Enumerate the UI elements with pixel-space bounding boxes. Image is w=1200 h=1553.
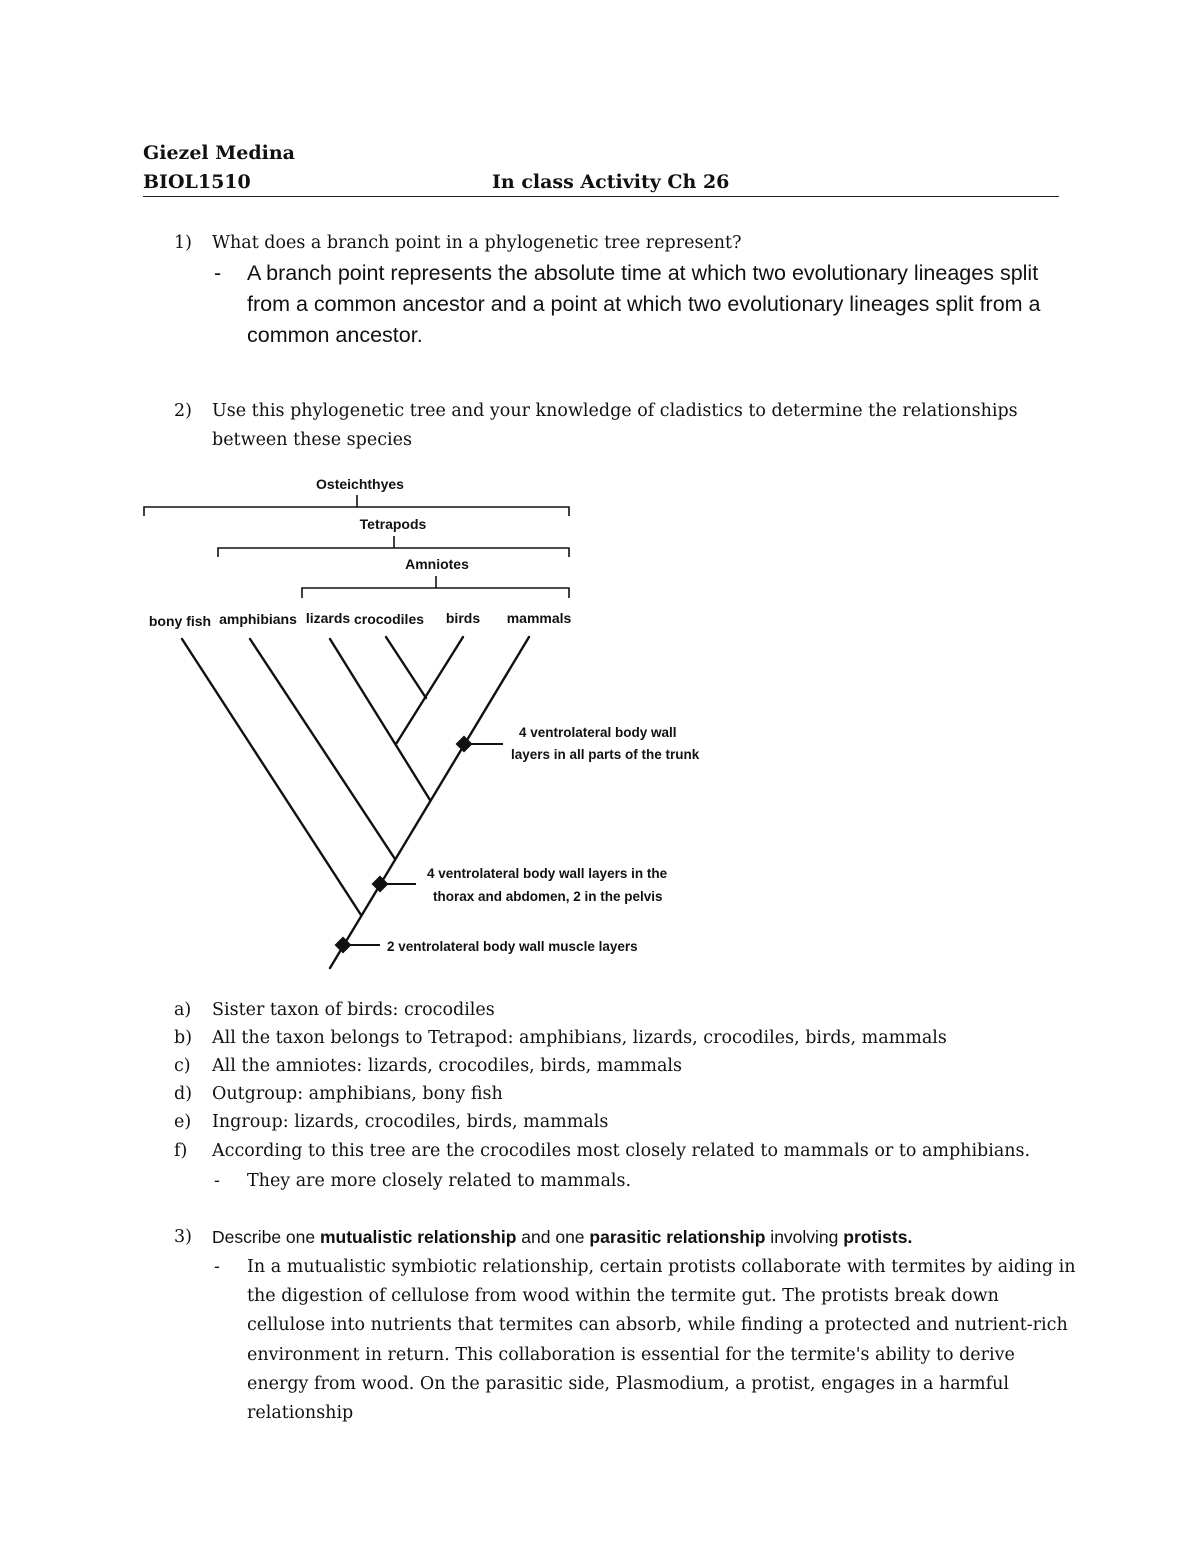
branch-lizards xyxy=(330,639,430,800)
taxon-bony-fish: bony fish xyxy=(148,613,212,629)
item-letter: f) xyxy=(174,1141,188,1161)
branch-bony-fish xyxy=(182,639,361,915)
character-label-2-line-2: thorax and abdomen, 2 in the pelvis xyxy=(433,889,663,904)
item-letter: a) xyxy=(174,1000,192,1020)
taxon-amphibians: amphibians xyxy=(219,611,297,627)
taxon-mammals: mammals xyxy=(506,610,572,626)
q3-bold-mutualistic: mutualistic relationship xyxy=(319,1227,517,1247)
item-letter: d) xyxy=(174,1084,193,1104)
item-text: Sister taxon of birds: crocodiles xyxy=(212,1000,495,1020)
character-markers xyxy=(336,737,503,952)
course-code: BIOL1510 xyxy=(143,171,251,193)
osteichthyes-bracket xyxy=(144,495,569,516)
osteichthyes-label: Osteichthyes xyxy=(316,476,404,492)
amniotes-bracket xyxy=(302,576,569,598)
q3-part-3: involving xyxy=(765,1227,844,1247)
taxon-crocodiles: crocodiles xyxy=(353,611,425,627)
item-letter: e) xyxy=(174,1112,192,1132)
item-letter: c) xyxy=(174,1056,191,1076)
answer-bullet: - xyxy=(214,261,222,285)
character-label-3-line-1: 4 ventrolateral body wall xyxy=(519,725,677,740)
answer-text: In a mutualistic symbiotic relationship, certain protists collaborate with termites by aiding in the digestion of cellulose from wood within the termite gut. The protists break down cellulose into nutrients that termites can absorb, while finding a protected and nutrient-rich environment in return. This collaboration is essential for the termite's ability to derive energy from wood. On the parasitic side, Plasmodium, a protist, engages in a harmful relationship xyxy=(247,1257,1076,1424)
q3-bold-protists: protists. xyxy=(843,1227,913,1247)
tree-branches xyxy=(182,637,529,968)
question-text xyxy=(212,1223,912,1251)
q3-part-1: Describe one xyxy=(212,1227,320,1247)
question-number: 3) xyxy=(174,1227,192,1247)
answer-text: A branch point represents the absolute time at which two evolutionary lineages split from a common ancestor and a point at which two evolutionary lineages split from a common ancestor. xyxy=(247,261,1041,347)
branch-amphibians xyxy=(250,639,395,859)
answer-bullet: - xyxy=(214,1171,220,1191)
item-text: All the amniotes: lizards, crocodiles, birds, mammals xyxy=(212,1056,682,1076)
answer-text: They are more closely related to mammals. xyxy=(247,1171,632,1191)
document-title: In class Activity Ch 26 xyxy=(492,171,730,193)
item-text: All the taxon belongs to Tetrapod: amphibians, lizards, crocodiles, birds, mammals xyxy=(212,1028,947,1048)
q3-bold-parasitic: parasitic relationship xyxy=(589,1227,766,1247)
item-text: Ingroup: lizards, crocodiles, birds, mammals xyxy=(212,1112,609,1132)
question-number: 2) xyxy=(174,401,192,421)
question-text-line-2: between these species xyxy=(212,430,412,450)
branch-birds xyxy=(396,637,463,744)
item-letter: b) xyxy=(174,1028,193,1048)
question-text-line-1: Use this phylogenetic tree and your knowledge of cladistics to determine the relationships xyxy=(212,401,1018,421)
taxon-lizards: lizards xyxy=(305,610,351,626)
student-name: Giezel Medina xyxy=(143,142,295,164)
question-text: What does a branch point in a phylogenetic tree represent? xyxy=(212,233,742,253)
taxon-birds: birds xyxy=(445,610,481,626)
character-label-3-line-2: layers in all parts of the trunk xyxy=(511,747,700,762)
item-text: Outgroup: amphibians, bony fish xyxy=(212,1084,503,1104)
branch-crocodiles xyxy=(386,637,426,698)
character-label-2-line-1: 4 ventrolateral body wall layers in the xyxy=(427,866,668,881)
question-number: 1) xyxy=(174,233,192,253)
q3-part-2: and one xyxy=(516,1227,590,1247)
tetrapods-label: Tetrapods xyxy=(359,516,427,532)
tetrapods-bracket xyxy=(218,536,569,557)
item-text: According to this tree are the crocodiles most closely related to mammals or to amphibians. xyxy=(212,1141,1031,1161)
character-label-1: 2 ventrolateral body wall muscle layers xyxy=(387,939,638,954)
answer-bullet: - xyxy=(214,1257,220,1277)
amniotes-label: Amniotes xyxy=(405,556,469,572)
